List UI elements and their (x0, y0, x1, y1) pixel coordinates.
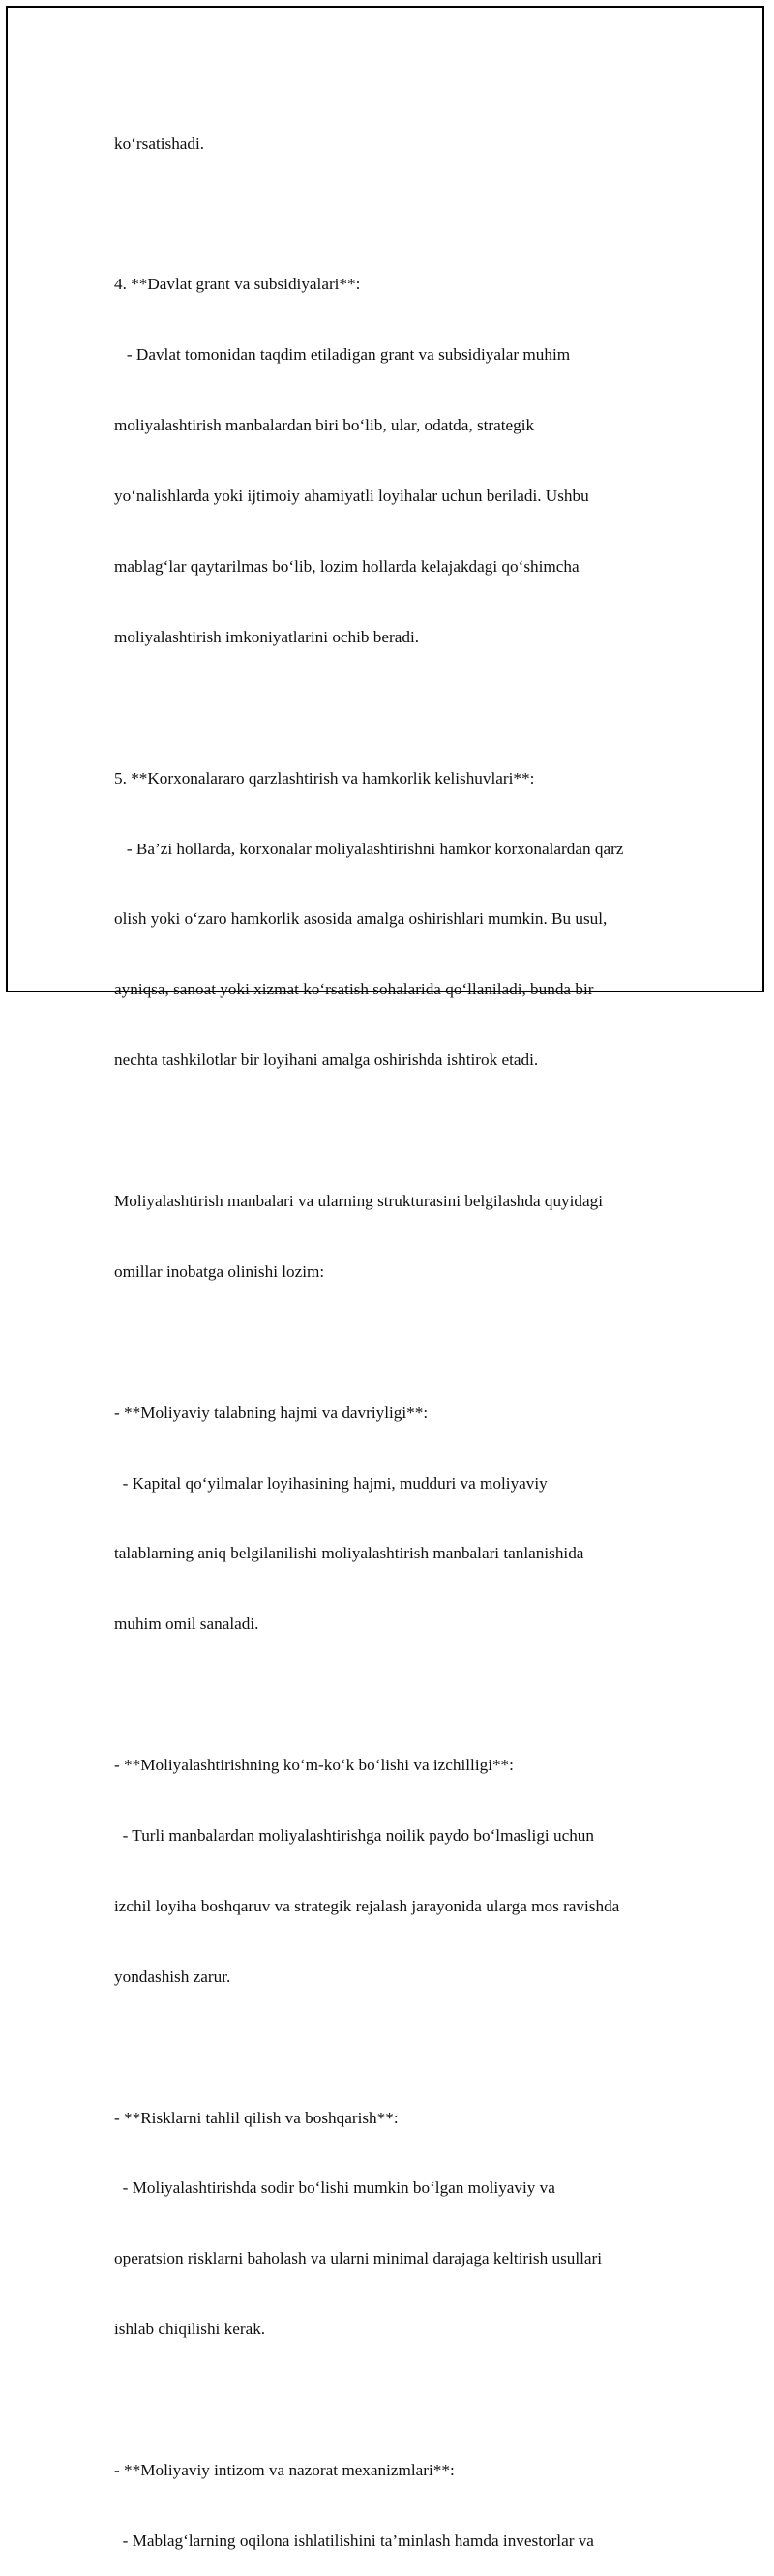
text-line: talablarning aniq belgilanilishi moliyalashtirish manbalari tanlanishida (114, 1544, 584, 1563)
text-line: yo‘nalishlarda yoki ijtimoiy ahamiyatli loyihalar uchun beriladi. Ushbu (114, 487, 589, 506)
text-line: - Mablag‘larning oqilona ishlatilishini ta’minlash hamda investorlar va (114, 2531, 594, 2550)
text-line: - Kapital qo‘yilmalar loyihasining hajmi, mudduri va moliyaviy (114, 1473, 548, 1493)
blank-line (114, 1683, 695, 1706)
text-line: moliyalashtirish imkoniyatlarini ochib beradi. (114, 627, 420, 646)
text-line: olish yoki o‘zaro hamkorlik asosida amalga oshirishlari mumkin. Bu usul, (114, 909, 608, 929)
bullet-heading: - **Risklarni tahlil qilish va boshqarish**: (114, 2108, 399, 2127)
text-line: izchil loyiha boshqaruv va strategik rejalash jarayonida ularga mos ravishda (114, 1896, 620, 1915)
section-heading: 5. **Korxonalararo qarzlashtirish va hamkorlik kelishuvlari**: (114, 768, 535, 787)
blank-line (114, 2036, 695, 2059)
text-line: moliyalashtirish manbalardan biri bo‘lib, ular, odatda, strategik (114, 416, 535, 435)
blank-line (114, 202, 695, 225)
text-line: - Moliyalashtirishda sodir bo‘lishi mumkin bo‘lgan moliyaviy va (114, 2178, 555, 2198)
text-line: Moliyalashtirish manbalari va ularning strukturasini belgilashda quyidagi (114, 1191, 604, 1210)
blank-line (114, 696, 695, 720)
blank-line (114, 2388, 695, 2412)
text-line: ko‘rsatishadi. (114, 133, 205, 153)
text-line: nechta tashkilotlar bir loyihani amalga oshirishda ishtirok etadi. (114, 1051, 539, 1070)
bullet-heading: - **Moliyaviy intizom va nazorat mexanizmlari**: (114, 2460, 455, 2479)
blank-line (114, 1331, 695, 1354)
document-body (114, 85, 695, 2576)
text-line: - Turli manbalardan moliyalashtirishga noilik paydo bo‘lmasligi uchun (114, 1825, 594, 1845)
text-line: mablag‘lar qaytarilmas bo‘lib, lozim hollarda kelajakdagi qo‘shimcha (114, 556, 580, 576)
text-line: ishlab chiqilishi kerak. (114, 2320, 266, 2339)
text-line: - Ba’zi hollarda, korxonalar moliyalashtirishni hamkor korxonalardan qarz (114, 839, 624, 858)
bullet-heading: - **Moliyaviy talabning hajmi va davriyligi**: (114, 1403, 429, 1422)
text-line: ayniqsa, sanoat yoki xizmat ko‘rsatish sohalarida qo‘llaniladi, bunda bir (114, 980, 594, 999)
text-line: muhim omil sanaladi. (114, 1614, 259, 1634)
bullet-heading: - **Moliyalashtirishning ko‘m-ko‘k bo‘lishi va izchilligi**: (114, 1756, 514, 1775)
text-line: omillar inobatga olinishi lozim: (114, 1261, 325, 1281)
text-line: yondashish zarur. (114, 1967, 231, 1986)
text-line: - Davlat tomonidan taqdim etiladigan grant va subsidiyalar muhim (114, 345, 571, 365)
blank-line (114, 1119, 695, 1142)
section-heading: 4. **Davlat grant va subsidiyalari**: (114, 275, 361, 294)
text-line: operatsion risklarni baholash va ularni minimal darajaga keltirish usullari (114, 2249, 603, 2268)
